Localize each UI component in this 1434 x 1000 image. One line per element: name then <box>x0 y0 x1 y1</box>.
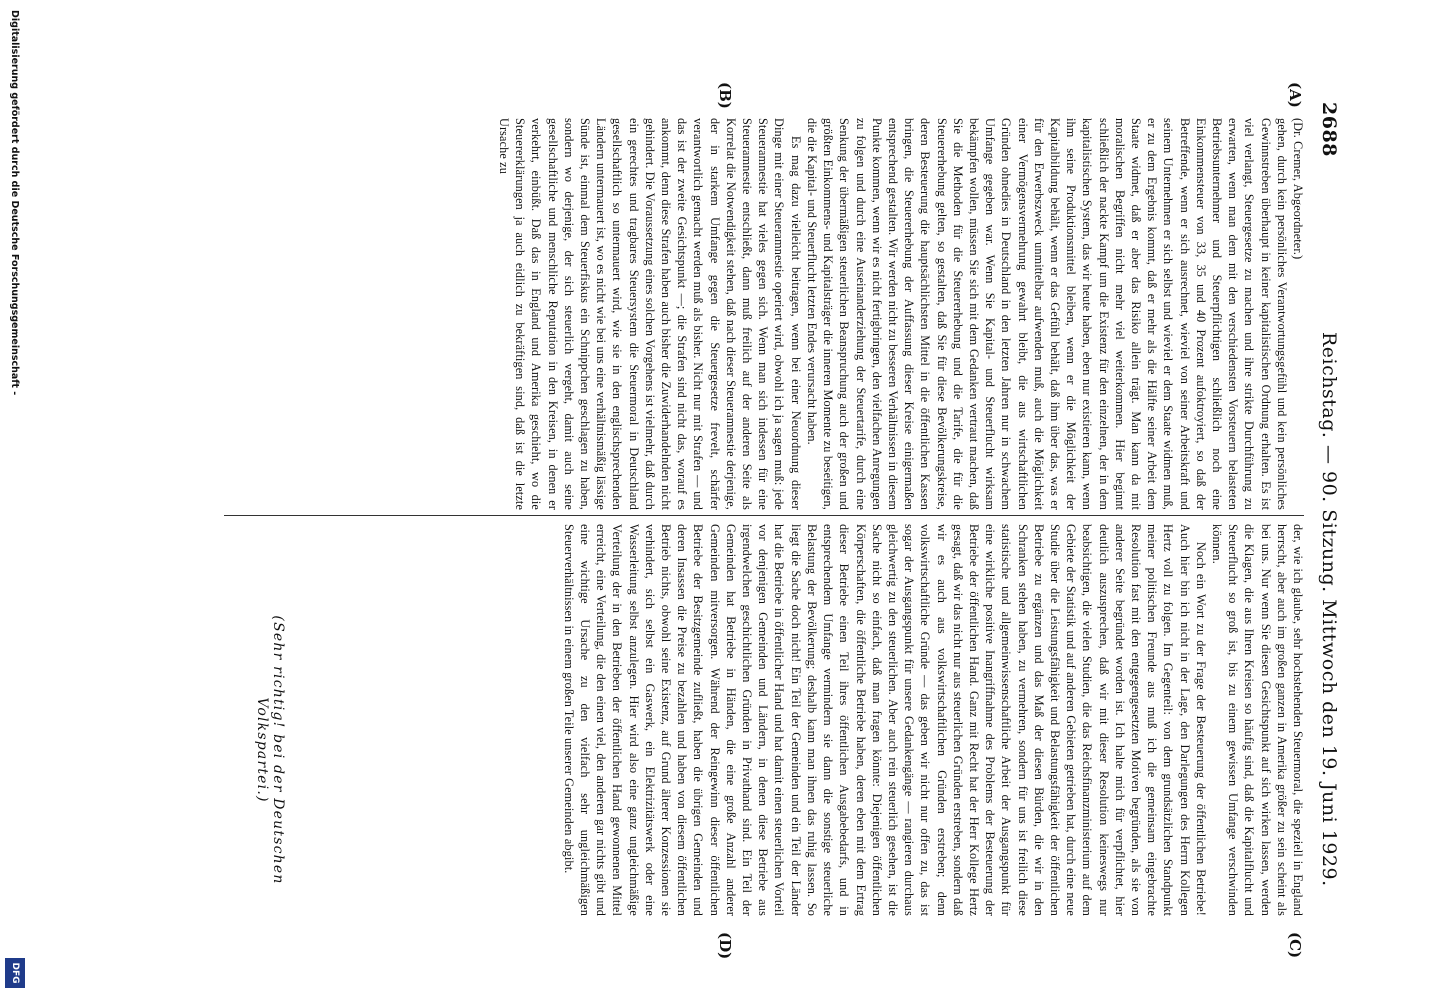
right-column <box>306 524 1306 916</box>
margin-marker-d: (D) <box>716 932 734 960</box>
paragraph: Noch ein Wort zu der Frage der Besteuerung der öffentlichen Betriebe! Auch hier bin ich nicht in der Lage, den Darlegungen des Herrn Kollegen Hertz voll zu folgen. Im Gegenteil: von dem grundsätzlichen Standpunkt meiner politischen Freunde aus muß ich die gemeinsam eingebrachte Resolution fast mit den entgegengesetzten Motiven begründen, als sie von anderer Seite begründet worden ist. Ich halte mich für verpflichtet, hier deutlich auszusprechen, daß wir mit dieser Resolution keineswegs nur beabsichtigen, die vielen Studien, die das Reichsfinanzministerium auf dem Gebiete der Statistik und auf anderen Gebieten getrieben hat, durch eine neue Studie über die Leistungsfähigkeit und Belastungsfähigkeit der öffentlichen Betriebe zu ergänzen und das Maß der diesen Bürden, die wir in den Schranken stehen haben, zu vermehren, sondern für uns ist freilich diese statistische und allgemeinwissenschaftliche Arbeit der Ausgangspunkt für eine wirkliche positive Inangriffnahme des Problems der Besteuerung der Betriebe der öffentlichen Hand. Ganz mit Recht hat der Herr Kollege Hertz gesagt, daß wir das nicht nur aus steuerlichen Gründen erstreben, sondern daß wir es auch aus volkswirtschaftlichen Gründen erstreben; denn volkswirtschaftliche Gründe — das geben wir nicht nur offen zu, das ist sogar der Ausgangspunkt für unsere Gedankengänge — rangieren durchaus gleichwertig zu den steuerlichen. Aber auch rein steuerlich gesehen, ist die Sache nicht so einfach, daß man fragen könnte: Diejenigen öffentlichen Körperschaften, die öffentliche Betriebe haben, deren eben mit dem Ertrag dieser Betriebe einen Teil ihres öffentlichen Ausgabebedarfs, und in entsprechendem Umfange vermindern sie dann die sonstige steuerliche Belastung der Bevölkerung; deshalb kann man ihnen das ruhig lassen. So liegt die Sache doch nicht! Ein Teil der Gemeinden und ein Teil der Länder hat die Betriebe in öffentlicher Hand und hat damit einen steuerlichen Vorteil vor denjenigen Gemeinden und Ländern, in denen diese Betriebe aus irgendwelchen geschichtlichen Gründen in Privathand sind. Ein Teil der Gemeinden hat Betriebe in Händen, die eine große Anzahl anderer Gemeinden mitversorgen. Während der Reingewinn dieser öffentlichen Betriebe der Besitzgemeinde zufließt, haben die übrigen Gemeinden und deren Insassen die Preise zu bezahlen und haben von diesem öffentlichen Betrieb nichts, obwohl seine Existenz, auf Grund älterer Konzessionen sie verhindert, sich selbst ein Gaswerk, ein Elektrizitätswerk oder eine Wasserleitung selbst anzulegen. Hier wird also eine ganz ungleichmäßige Verteilung der in den Betrieben der öffentlichen Hand gewonnenen Mittel erreicht, eine Verteilung, die den einen viel, den anderen gar nichts gibt und eine wichtige Ursache zu den vielfach sehr ungleichmäßigen Steuerverhältnissen in einem großen Teile unserer Gemeinden abgibt. <box>561 524 1208 916</box>
page-number: 2688 <box>1318 102 1340 157</box>
paragraph: der, wie ich glaube, sehr hochstehenden Steuermoral, die speziell in England herrscht, aber auch im großen ganzen in Amerika größer zu sein scheint als bei uns. Nur wenn Sie diesen Gesichtspunkt auf sich wirken lassen, werden die Klagen, die aus Ihren Kreisen so häufig sind, daß die Kapitalflucht und Steuerflucht so groß ist, bis zu einem gewissen Umfange verschwinden können. <box>1209 524 1305 916</box>
margin-marker-b: (B) <box>716 82 734 109</box>
session-title: Reichstag. — 90. Sitzung. Mittwoch den 19. Juni 1929. <box>1318 332 1340 887</box>
paragraph: Es mag dazu vielleicht beitragen, wenn bei einer Neuordnung dieser Dinge mit einer Steueramnestie operiert wird, obwohl ich ja sagen muß: jede Steueramnestie hat vieles gegen sich. Wenn man sich indessen für eine Steueramnestie entschließt, dann muß freilich auf der anderen Seite als Korrelat die Notwendigkeit stehen, daß nach dieser Steueramnestie derjenige, der in starkem Umfange gegen die Steuergesetze frevelt, schärfer verantwortlich gemacht werden muß als bisher. Nicht nur mit Strafen — und das ist der zweite Gesichtspunkt —; die Strafen sind nicht das, worauf es ankommt, denn diese Strafen haben auch bisher die Zuwiderhandelnden nicht gehindert. Die Voraussetzung eines solchen Vorgehens ist vielmehr, daß durch ein gerechtes und tragbares Steuersystem die Steuermoral in Deutschland gesellschaftlich so untermauert wird, wie sie in den englischsprechenden Ländern untermauert ist, wo es nicht wie bei uns eine verhältnismäßig lässige Sünde ist, einmal dem Steuerfiskus ein Schnippchen geschlagen zu haben, sondern wo derjenige, der sich steuerlich vergeht, damit auch seine gesellschaftliche und menschliche Reputation in den Kreisen, in denen er verkehrt, einbüßt. Daß das in England und Amerika geschieht, wo die Steuererklärungen ja auch eidlich zu bekräftigen sind, daß ist die letzte Ursache zu <box>497 118 803 510</box>
running-head <box>1314 102 1354 938</box>
dfg-logo: DFG <box>5 958 25 988</box>
margin-marker-c: (C) <box>1286 932 1304 959</box>
digitization-credit <box>4 0 26 1000</box>
applause-note: (Sehr richtig! bei der Deutschen Volkspartei.) <box>254 615 286 885</box>
credit-text: Digitalisierung gefördert durch die Deutsche Forschungsgemeinschaft - <box>9 10 20 396</box>
speaker-line: (Dr. Cremer, Abgeordneter.) <box>1291 118 1305 260</box>
column-divider <box>224 515 1304 516</box>
left-column <box>216 118 1306 510</box>
margin-marker-a: (A) <box>1286 82 1304 108</box>
paragraph: gehen, durch kein persönliches Verantwortungsgefühl und kein persönliches Gewinnstreben überhaupt in keiner kapitalistischen Ordnung erhalten. Es ist viel verlangt, Steuergesetze zu machen und ihre strikte Durchführung zu erwarten, wenn man dem mit den verschiedensten Vorsteuern belasteten Betriebsunternehmer und Steuerpflichtigen schließlich noch eine Einkommensteuer von 33, 35 und 40 Prozent aufoktroyiert, so daß der Betreffende, wenn er sich ausrechnet, wieviel von seiner Arbeitskraft und seinem Unternehmen er sich selbst und wieviel er dem Staate widmen muß, er zu dem Ergebnis kommt, daß er mehr als die Hälfte seiner Arbeit dem Staate widmet, daß er aber das Risiko allein trägt. Man kann da mit moralischen Begriffen nicht mehr viel weiterkommen. Hier beginnt schließlich der nackte Kampf um die Existenz für den einzelnen, der in dem kapitalistischen System, das wir heute haben, eben nur existieren kann, wenn ihm seine Produktionsmittel bleiben, wenn er die Möglichkeit der Kapitalbildung behält, wenn er das Gefühl behält, daß ihm über das, was er für den Erwerbszweck unmittelbar aufwenden muß, auch die Möglichkeit einer Vermögensvermehrung gewahrt bleibt, die aus wirtschaftlichen Gründen ohnedies in Deutschland in den letzten Jahren nur in schwachem Umfange gegeben war. Wenn Sie Kapital- und Steuerflucht wirksam bekämpfen wollen, müssen Sie sich mit dem Gedanken vertraut machen, daß Sie die Methoden für die Steuererhebung und die Tarife, die für die Steuererhebung gelten, so gestalten, daß Sie für diese Bevölkerungskreise, deren Besteuerung die hauptsächlichsten Mittel in die öffentlichen Kassen bringen, die Steuererhebung der Auffassung dieser Kreise einigermaßen entsprechend gestalten. Wir werden nicht zu besseren Verhältnissen in diesem Punkte kommen, wenn wir es nicht fertigbringen, den vielfachen Anregungen zu folgen und durch eine Auseinanderziehung der Steuertarife, durch eine Senkung der übermäßigen steuerlichen Beanspruchung auch der großen und größten Einkommens- und Kapitalsträger die inneren Momente zu beseitigen, die die Kapital- und Steuerflucht letzten Endes verursacht haben. <box>804 118 1289 510</box>
